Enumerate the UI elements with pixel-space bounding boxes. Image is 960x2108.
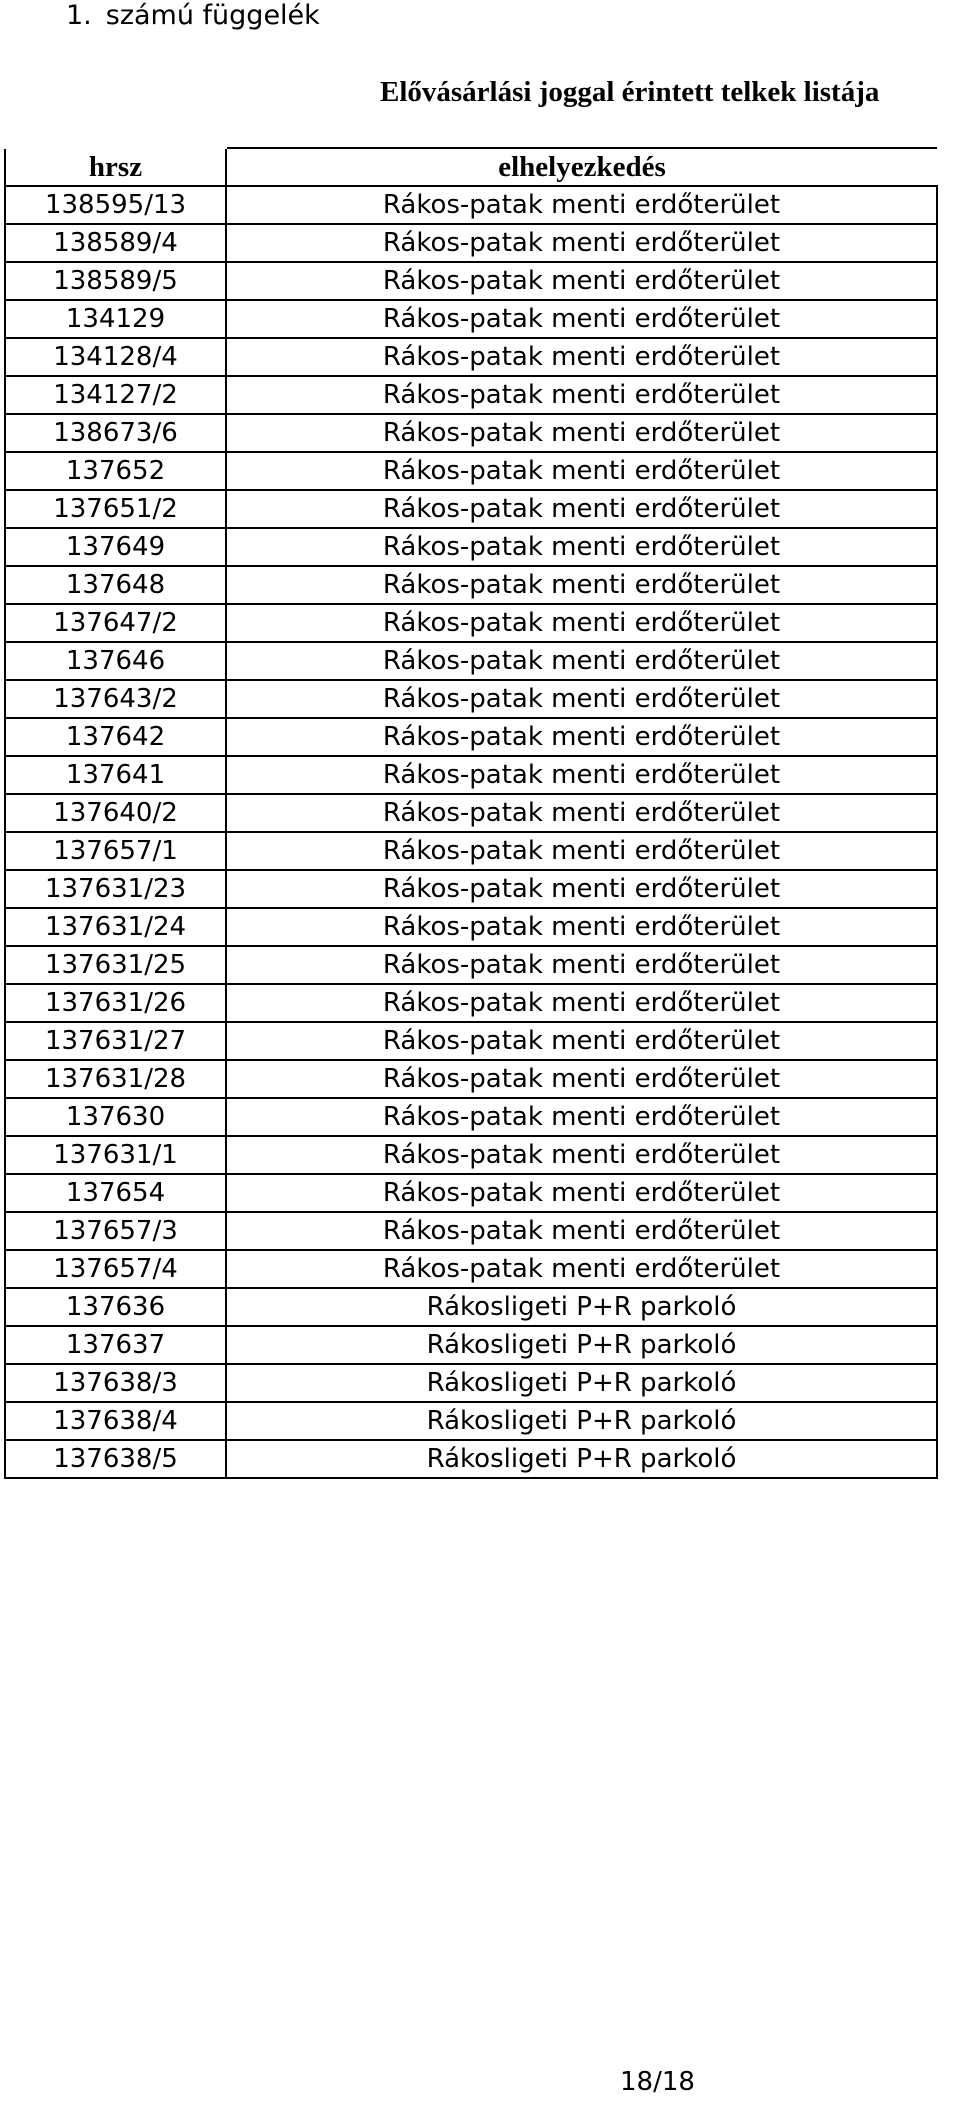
cell-location: Rákosligeti P+R parkoló bbox=[226, 1440, 937, 1478]
cell-location: Rákosligeti P+R parkoló bbox=[226, 1364, 937, 1402]
cell-hrsz: 137631/27 bbox=[5, 1022, 226, 1060]
appendix-number: 1. bbox=[66, 0, 92, 31]
cell-hrsz: 137638/3 bbox=[5, 1364, 226, 1402]
table-row bbox=[5, 604, 937, 642]
cell-hrsz: 137631/28 bbox=[5, 1060, 226, 1098]
cell-location: Rákos-patak menti erdőterület bbox=[226, 1250, 937, 1288]
table-row bbox=[5, 1098, 937, 1136]
table-row bbox=[5, 756, 937, 794]
cell-location: Rákos-patak menti erdőterület bbox=[226, 414, 937, 452]
cell-location: Rákos-patak menti erdőterület bbox=[226, 756, 937, 794]
cell-hrsz: 137652 bbox=[5, 452, 226, 490]
table-row bbox=[5, 414, 937, 452]
cell-location: Rákos-patak menti erdőterület bbox=[226, 338, 937, 376]
cell-hrsz: 138595/13 bbox=[5, 186, 226, 224]
table-row bbox=[5, 794, 937, 832]
cell-hrsz: 137641 bbox=[5, 756, 226, 794]
cell-location: Rákos-patak menti erdőterület bbox=[226, 1174, 937, 1212]
cell-location: Rákos-patak menti erdőterület bbox=[226, 300, 937, 338]
plots-table bbox=[4, 149, 938, 1479]
table-row bbox=[5, 376, 937, 414]
cell-location: Rákos-patak menti erdőterület bbox=[226, 490, 937, 528]
cell-hrsz: 137630 bbox=[5, 1098, 226, 1136]
cell-hrsz: 137631/26 bbox=[5, 984, 226, 1022]
document-title: Elővásárlási joggal érintett telkek listája bbox=[380, 76, 880, 108]
cell-hrsz: 137638/4 bbox=[5, 1402, 226, 1440]
table-row bbox=[5, 984, 937, 1022]
cell-hrsz: 137648 bbox=[5, 566, 226, 604]
cell-location: Rákos-patak menti erdőterület bbox=[226, 376, 937, 414]
table-row bbox=[5, 262, 937, 300]
table-row bbox=[5, 1174, 937, 1212]
table-row bbox=[5, 908, 937, 946]
table-row bbox=[5, 1364, 937, 1402]
table-row bbox=[5, 1326, 937, 1364]
table-row bbox=[5, 338, 937, 376]
cell-location: Rákos-patak menti erdőterület bbox=[226, 1060, 937, 1098]
table-row bbox=[5, 1022, 937, 1060]
cell-hrsz: 134129 bbox=[5, 300, 226, 338]
table-row bbox=[5, 1060, 937, 1098]
cell-location: Rákos-patak menti erdőterület bbox=[226, 680, 937, 718]
cell-location: Rákos-patak menti erdőterület bbox=[226, 1212, 937, 1250]
header-hrsz: hrsz bbox=[5, 149, 226, 186]
cell-hrsz: 137651/2 bbox=[5, 490, 226, 528]
cell-location: Rákos-patak menti erdőterület bbox=[226, 946, 937, 984]
header-location: elhelyezkedés bbox=[226, 149, 937, 186]
cell-location: Rákosligeti P+R parkoló bbox=[226, 1326, 937, 1364]
table-row bbox=[5, 1136, 937, 1174]
cell-hrsz: 137647/2 bbox=[5, 604, 226, 642]
table-row bbox=[5, 718, 937, 756]
cell-location: Rákosligeti P+R parkoló bbox=[226, 1288, 937, 1326]
table-row bbox=[5, 186, 937, 224]
appendix-heading bbox=[66, 0, 320, 32]
table-row bbox=[5, 566, 937, 604]
table-row bbox=[5, 224, 937, 262]
cell-location: Rákos-patak menti erdőterület bbox=[226, 528, 937, 566]
table-row bbox=[5, 1402, 937, 1440]
table-row bbox=[5, 1212, 937, 1250]
table-header-row bbox=[5, 149, 937, 186]
table-row bbox=[5, 832, 937, 870]
table-row bbox=[5, 452, 937, 490]
table-row bbox=[5, 680, 937, 718]
table-row bbox=[5, 870, 937, 908]
table-row bbox=[5, 1250, 937, 1288]
cell-hrsz: 137631/24 bbox=[5, 908, 226, 946]
cell-hrsz: 134128/4 bbox=[5, 338, 226, 376]
cell-hrsz: 138589/5 bbox=[5, 262, 226, 300]
cell-hrsz: 137631/23 bbox=[5, 870, 226, 908]
table-row bbox=[5, 300, 937, 338]
cell-hrsz: 137642 bbox=[5, 718, 226, 756]
cell-location: Rákos-patak menti erdőterület bbox=[226, 908, 937, 946]
page-number: 18/18 bbox=[620, 2067, 695, 2097]
cell-location: Rákos-patak menti erdőterület bbox=[226, 984, 937, 1022]
appendix-label: számú függelék bbox=[105, 0, 320, 31]
cell-hrsz: 137637 bbox=[5, 1326, 226, 1364]
cell-hrsz: 137654 bbox=[5, 1174, 226, 1212]
cell-location: Rákos-patak menti erdőterület bbox=[226, 794, 937, 832]
cell-hrsz: 134127/2 bbox=[5, 376, 226, 414]
cell-location: Rákos-patak menti erdőterület bbox=[226, 832, 937, 870]
table-row bbox=[5, 1440, 937, 1478]
cell-hrsz: 138589/4 bbox=[5, 224, 226, 262]
cell-hrsz: 137657/3 bbox=[5, 1212, 226, 1250]
table-row bbox=[5, 946, 937, 984]
table-row bbox=[5, 528, 937, 566]
cell-hrsz: 137638/5 bbox=[5, 1440, 226, 1478]
cell-hrsz: 137631/1 bbox=[5, 1136, 226, 1174]
cell-location: Rákos-patak menti erdőterület bbox=[226, 870, 937, 908]
cell-location: Rákos-patak menti erdőterület bbox=[226, 1136, 937, 1174]
cell-hrsz: 137636 bbox=[5, 1288, 226, 1326]
cell-location: Rákos-patak menti erdőterület bbox=[226, 642, 937, 680]
cell-location: Rákosligeti P+R parkoló bbox=[226, 1402, 937, 1440]
cell-hrsz: 137657/1 bbox=[5, 832, 226, 870]
cell-location: Rákos-patak menti erdőterület bbox=[226, 718, 937, 756]
cell-location: Rákos-patak menti erdőterület bbox=[226, 186, 937, 224]
cell-location: Rákos-patak menti erdőterület bbox=[226, 452, 937, 490]
table-row bbox=[5, 642, 937, 680]
cell-hrsz: 137646 bbox=[5, 642, 226, 680]
cell-hrsz: 137649 bbox=[5, 528, 226, 566]
cell-location: Rákos-patak menti erdőterület bbox=[226, 1098, 937, 1136]
cell-hrsz: 138673/6 bbox=[5, 414, 226, 452]
table-row bbox=[5, 1288, 937, 1326]
cell-hrsz: 137643/2 bbox=[5, 680, 226, 718]
cell-location: Rákos-patak menti erdőterület bbox=[226, 1022, 937, 1060]
cell-location: Rákos-patak menti erdőterület bbox=[226, 262, 937, 300]
table-row bbox=[5, 490, 937, 528]
cell-hrsz: 137631/25 bbox=[5, 946, 226, 984]
cell-location: Rákos-patak menti erdőterület bbox=[226, 224, 937, 262]
cell-location: Rákos-patak menti erdőterület bbox=[226, 566, 937, 604]
cell-hrsz: 137657/4 bbox=[5, 1250, 226, 1288]
cell-location: Rákos-patak menti erdőterület bbox=[226, 604, 937, 642]
plots-table-body bbox=[5, 186, 937, 1478]
cell-hrsz: 137640/2 bbox=[5, 794, 226, 832]
